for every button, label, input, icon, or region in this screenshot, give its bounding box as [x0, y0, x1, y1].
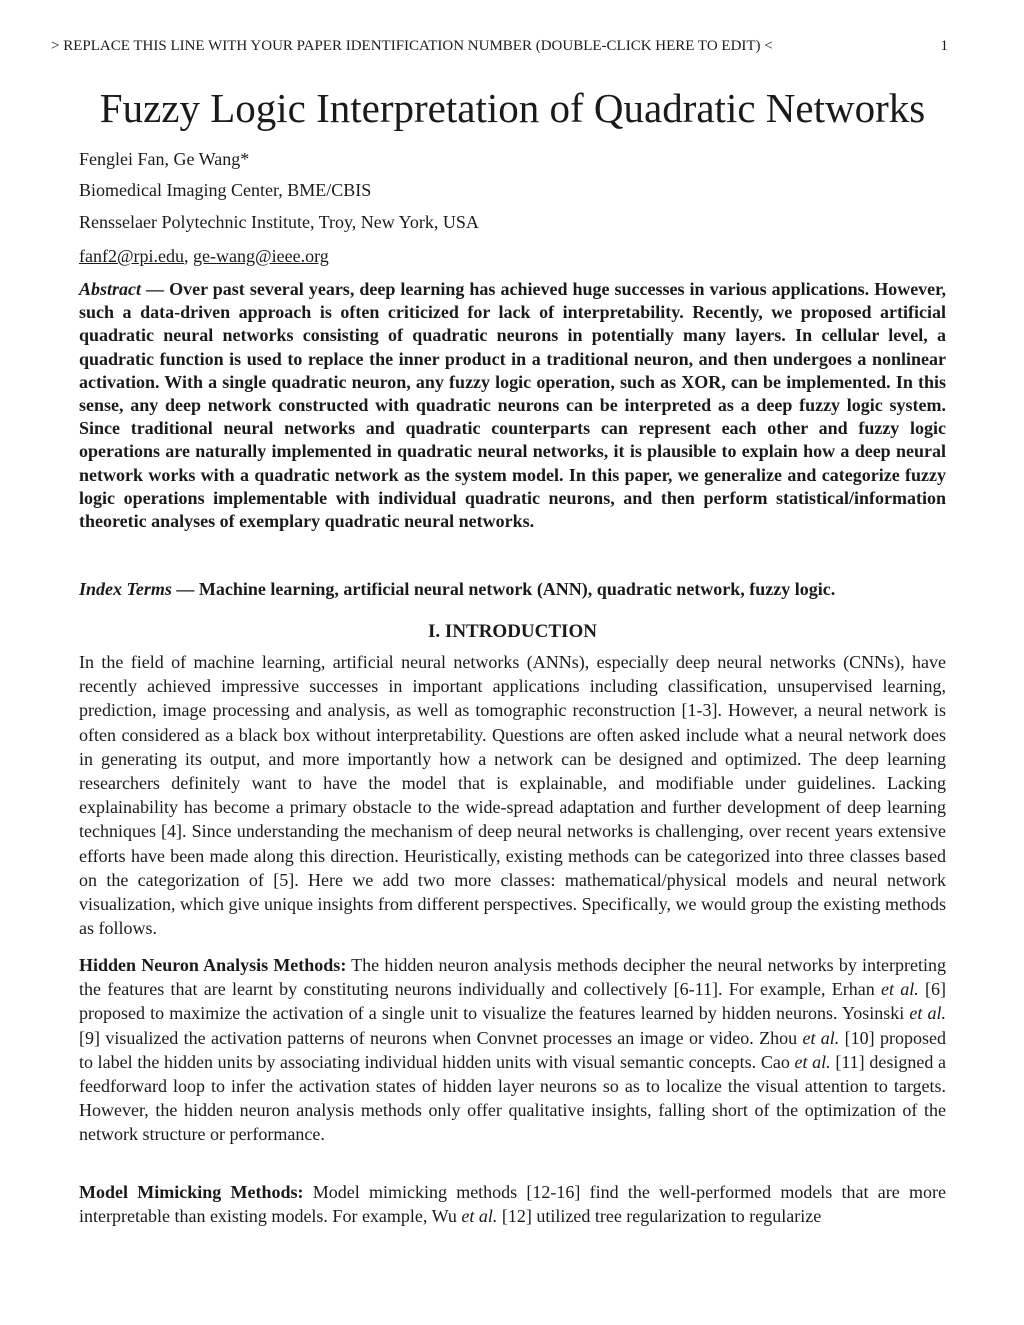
intro-paragraph-model-mimicking: [79, 1180, 946, 1228]
abstract-text: Over past several years, deep learning has achieved huge successes in various applications. However, such a data-driven approach is often criticized for lack of interpretability. Recently, we proposed artificial quadratic neural networks consisting of quadratic neurons in potentially many layers. In cellular level, a quadratic function is used to replace the inner product in a traditional neuron, and then undergoes a nonlinear activation. With a single quadratic neuron, any fuzzy logic operation, such as XOR, can be implemented. In this sense, any deep network constructed with quadratic neurons can be interpreted as a deep fuzzy logic system. Since traditional neural networks and quadratic counterparts can represent each other and fuzzy logic operations are naturally implemented in quadratic neural networks, it is plausible to explain how a deep neural network works with a quadratic network as the system model. In this paper, we generalize and categorize fuzzy logic operations implementable with individual quadratic neurons, and then perform statistical/information theoretic analyses of exemplary quadratic neural networks.: [79, 279, 947, 532]
email-link-gewang[interactable]: ge-wang@ieee.org: [193, 246, 329, 266]
paragraph-text: The hidden neuron analysis methods decipher the neural networks by interpreting the features that are learnt by constituting neurons individually and collectively [6-11]. For example, Erhan: [79, 955, 946, 1000]
index-terms: [79, 578, 946, 601]
paragraph-text: [6] proposed to maximize the activation of a single unit to visualize the features learned by hidden neurons. Yosinski: [79, 979, 946, 1024]
paragraph-text: [10] proposed to label the hidden units by associating individual hidden units with visual semantic concepts. Cao: [79, 1027, 946, 1072]
index-terms-dash: —: [171, 579, 199, 599]
et-al-wu: et al.: [461, 1206, 498, 1227]
paragraph-lead-hidden-neuron: Hidden Neuron Analysis Methods:: [79, 955, 347, 975]
author-emails: [79, 245, 329, 267]
email-separator: ,: [184, 246, 194, 266]
paper-title: Fuzzy Logic Interpretation of Quadratic Networks: [99, 85, 926, 131]
index-terms-text: Machine learning, artificial neural network (ANN), quadratic network, fuzzy logic.: [198, 579, 836, 599]
email-link-fanf2[interactable]: fanf2@rpi.edu: [79, 246, 185, 266]
paragraph-text: [12] utilized tree regularization to regularize: [497, 1206, 822, 1227]
et-al-zhou: et al.: [802, 1027, 840, 1048]
et-al-cao: et al.: [794, 1051, 831, 1072]
abstract: [79, 278, 946, 533]
intro-paragraph-hidden-neuron: [79, 953, 946, 1147]
author-names: Fenglei Fan, Ge Wang*: [79, 149, 250, 169]
et-al-erhan: et al.: [880, 979, 919, 1000]
abstract-dash: —: [141, 279, 170, 299]
running-head-text: > REPLACE THIS LINE WITH YOUR PAPER IDENTIFICATION NUMBER (DOUBLE-CLICK HERE TO EDIT) <: [51, 38, 773, 54]
section-heading-introduction: I. INTRODUCTION: [428, 621, 597, 642]
index-terms-label: Index Terms: [79, 579, 172, 599]
abstract-label: Abstract: [79, 279, 142, 299]
paragraph-text: Model mimicking methods [12-16] find the well-performed models that are more interpretable than existing models. For example, Wu: [79, 1182, 946, 1227]
paragraph-text: [11] designed a feedforward loop to infer the activation states of hidden layer neurons so as to localize the visual attention to targets. However, the hidden neuron analysis methods only offer qualitative insights, falling short of the optimization of the network structure or performance.: [79, 1051, 946, 1145]
affiliation-center: Biomedical Imaging Center, BME/CBIS: [79, 180, 372, 200]
intro-paragraph-1: In the field of machine learning, artificial neural networks (ANNs), especially deep neural networks (CNNs), have recently achieved impressive successes in important applications including classification, unsupervised learning, prediction, image processing and analysis, as well as tomographic reconstruction [1-3]. However, a neural network is often considered as a black box without interpretability. Questions are often asked include what a neural network does in generating its output, and more importantly how a network can be designed and optimized. The deep learning researchers definitely want to have the model that is explainable, and modifiable under guidelines. Lacking explainability has become a primary obstacle to the wide-spread adaptation and further development of deep learning techniques [4]. Since understanding the mechanism of deep neural networks is challenging, over recent years extensive efforts have been made along this direction. Heuristically, existing methods can be categorized into three classes based on the categorization of [5]. Here we add two more classes: mathematical/physical models and neural network visualization, which give unique insights from different perspectives. Specifically, we would group the existing methods as follows.: [79, 652, 946, 939]
paragraph-text: [9] visualized the activation patterns of neurons when Convnet processes an image or video. Zhou: [79, 1027, 803, 1048]
paragraph-lead-model-mimicking: Model Mimicking Methods:: [79, 1182, 304, 1202]
et-al-yosinski: et al.: [909, 1003, 946, 1024]
affiliation-institute: Rensselaer Polytechnic Institute, Troy, New York, USA: [79, 212, 479, 232]
page-number: 1: [940, 38, 948, 54]
